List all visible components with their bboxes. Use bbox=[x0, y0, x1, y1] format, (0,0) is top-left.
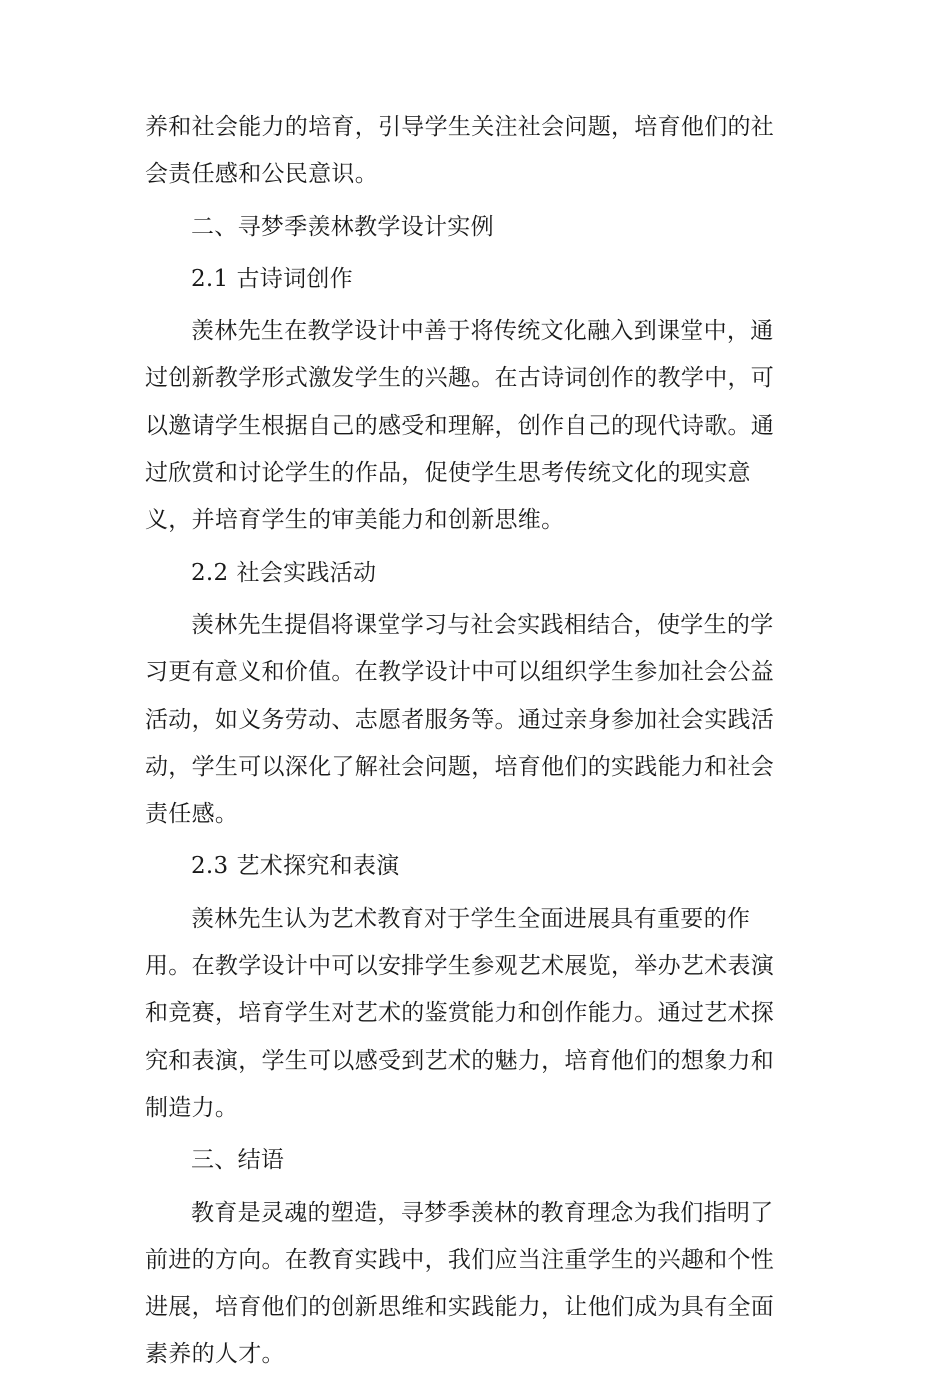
subsection-2-1-number: 2.1 bbox=[191, 265, 229, 292]
intro-continuation-paragraph: 养和社会能力的培育，引导学生关注社会问题，培育他们的社会责任感和公民意识。 bbox=[145, 114, 775, 188]
section2-heading: 二、寻梦季羡林教学设计实例 bbox=[191, 213, 494, 240]
subsection-2-3-title: 艺术探究和表演 bbox=[236, 853, 400, 880]
subsection-2-1-heading bbox=[145, 256, 795, 303]
section3-heading: 三、结语 bbox=[191, 1147, 285, 1174]
subsection-2-2-number: 2.2 bbox=[191, 559, 229, 586]
subsection-2-3-paragraph: 羡林先生认为艺术教育对于学生全面进展具有重要的作用。在教学设计中可以安排学生参观艺术展览，举办艺术表演和竞赛，培育学生对艺术的鉴赏能力和创作能力。通过艺术探究和表演，学生可以感受到艺术的魅力，培育他们的想象力和制造力。 bbox=[145, 905, 775, 1121]
subsection-2-2-heading bbox=[145, 550, 795, 597]
subsection-2-1-paragraph: 羡林先生在教学设计中善于将传统文化融入到课堂中，通过创新教学形式激发学生的兴趣。在古诗词创作的教学中，可以邀请学生根据自己的感受和理解，创作自己的现代诗歌。通过欣赏和讨论学生的作品，促使学生思考传统文化的现实意义，并培育学生的审美能力和创新思维。 bbox=[145, 318, 775, 534]
section3-paragraph: 教育是灵魂的塑造，寻梦季羡林的教育理念为我们指明了前进的方向。在教育实践中，我们应当注重学生的兴趣和个性进展，培育他们的创新思维和实践能力，让他们成为具有全面素养的人才。 bbox=[145, 1199, 775, 1368]
subsection-2-2-paragraph: 羡林先生提倡将课堂学习与社会实践相结合，使学生的学习更有意义和价值。在教学设计中可以组织学生参加社会公益活动，如义务劳动、志愿者服务等。通过亲身参加社会实践活动，学生可以深化了解社会问题，培育他们的实践能力和社会责任感。 bbox=[145, 611, 775, 828]
subsection-2-1-title: 古诗词创作 bbox=[236, 265, 353, 292]
document-body bbox=[145, 104, 795, 1379]
subsection-2-3-number: 2.3 bbox=[191, 853, 229, 880]
subsection-2-2-title: 社会实践活动 bbox=[236, 559, 377, 586]
subsection-2-3-heading bbox=[145, 843, 795, 890]
